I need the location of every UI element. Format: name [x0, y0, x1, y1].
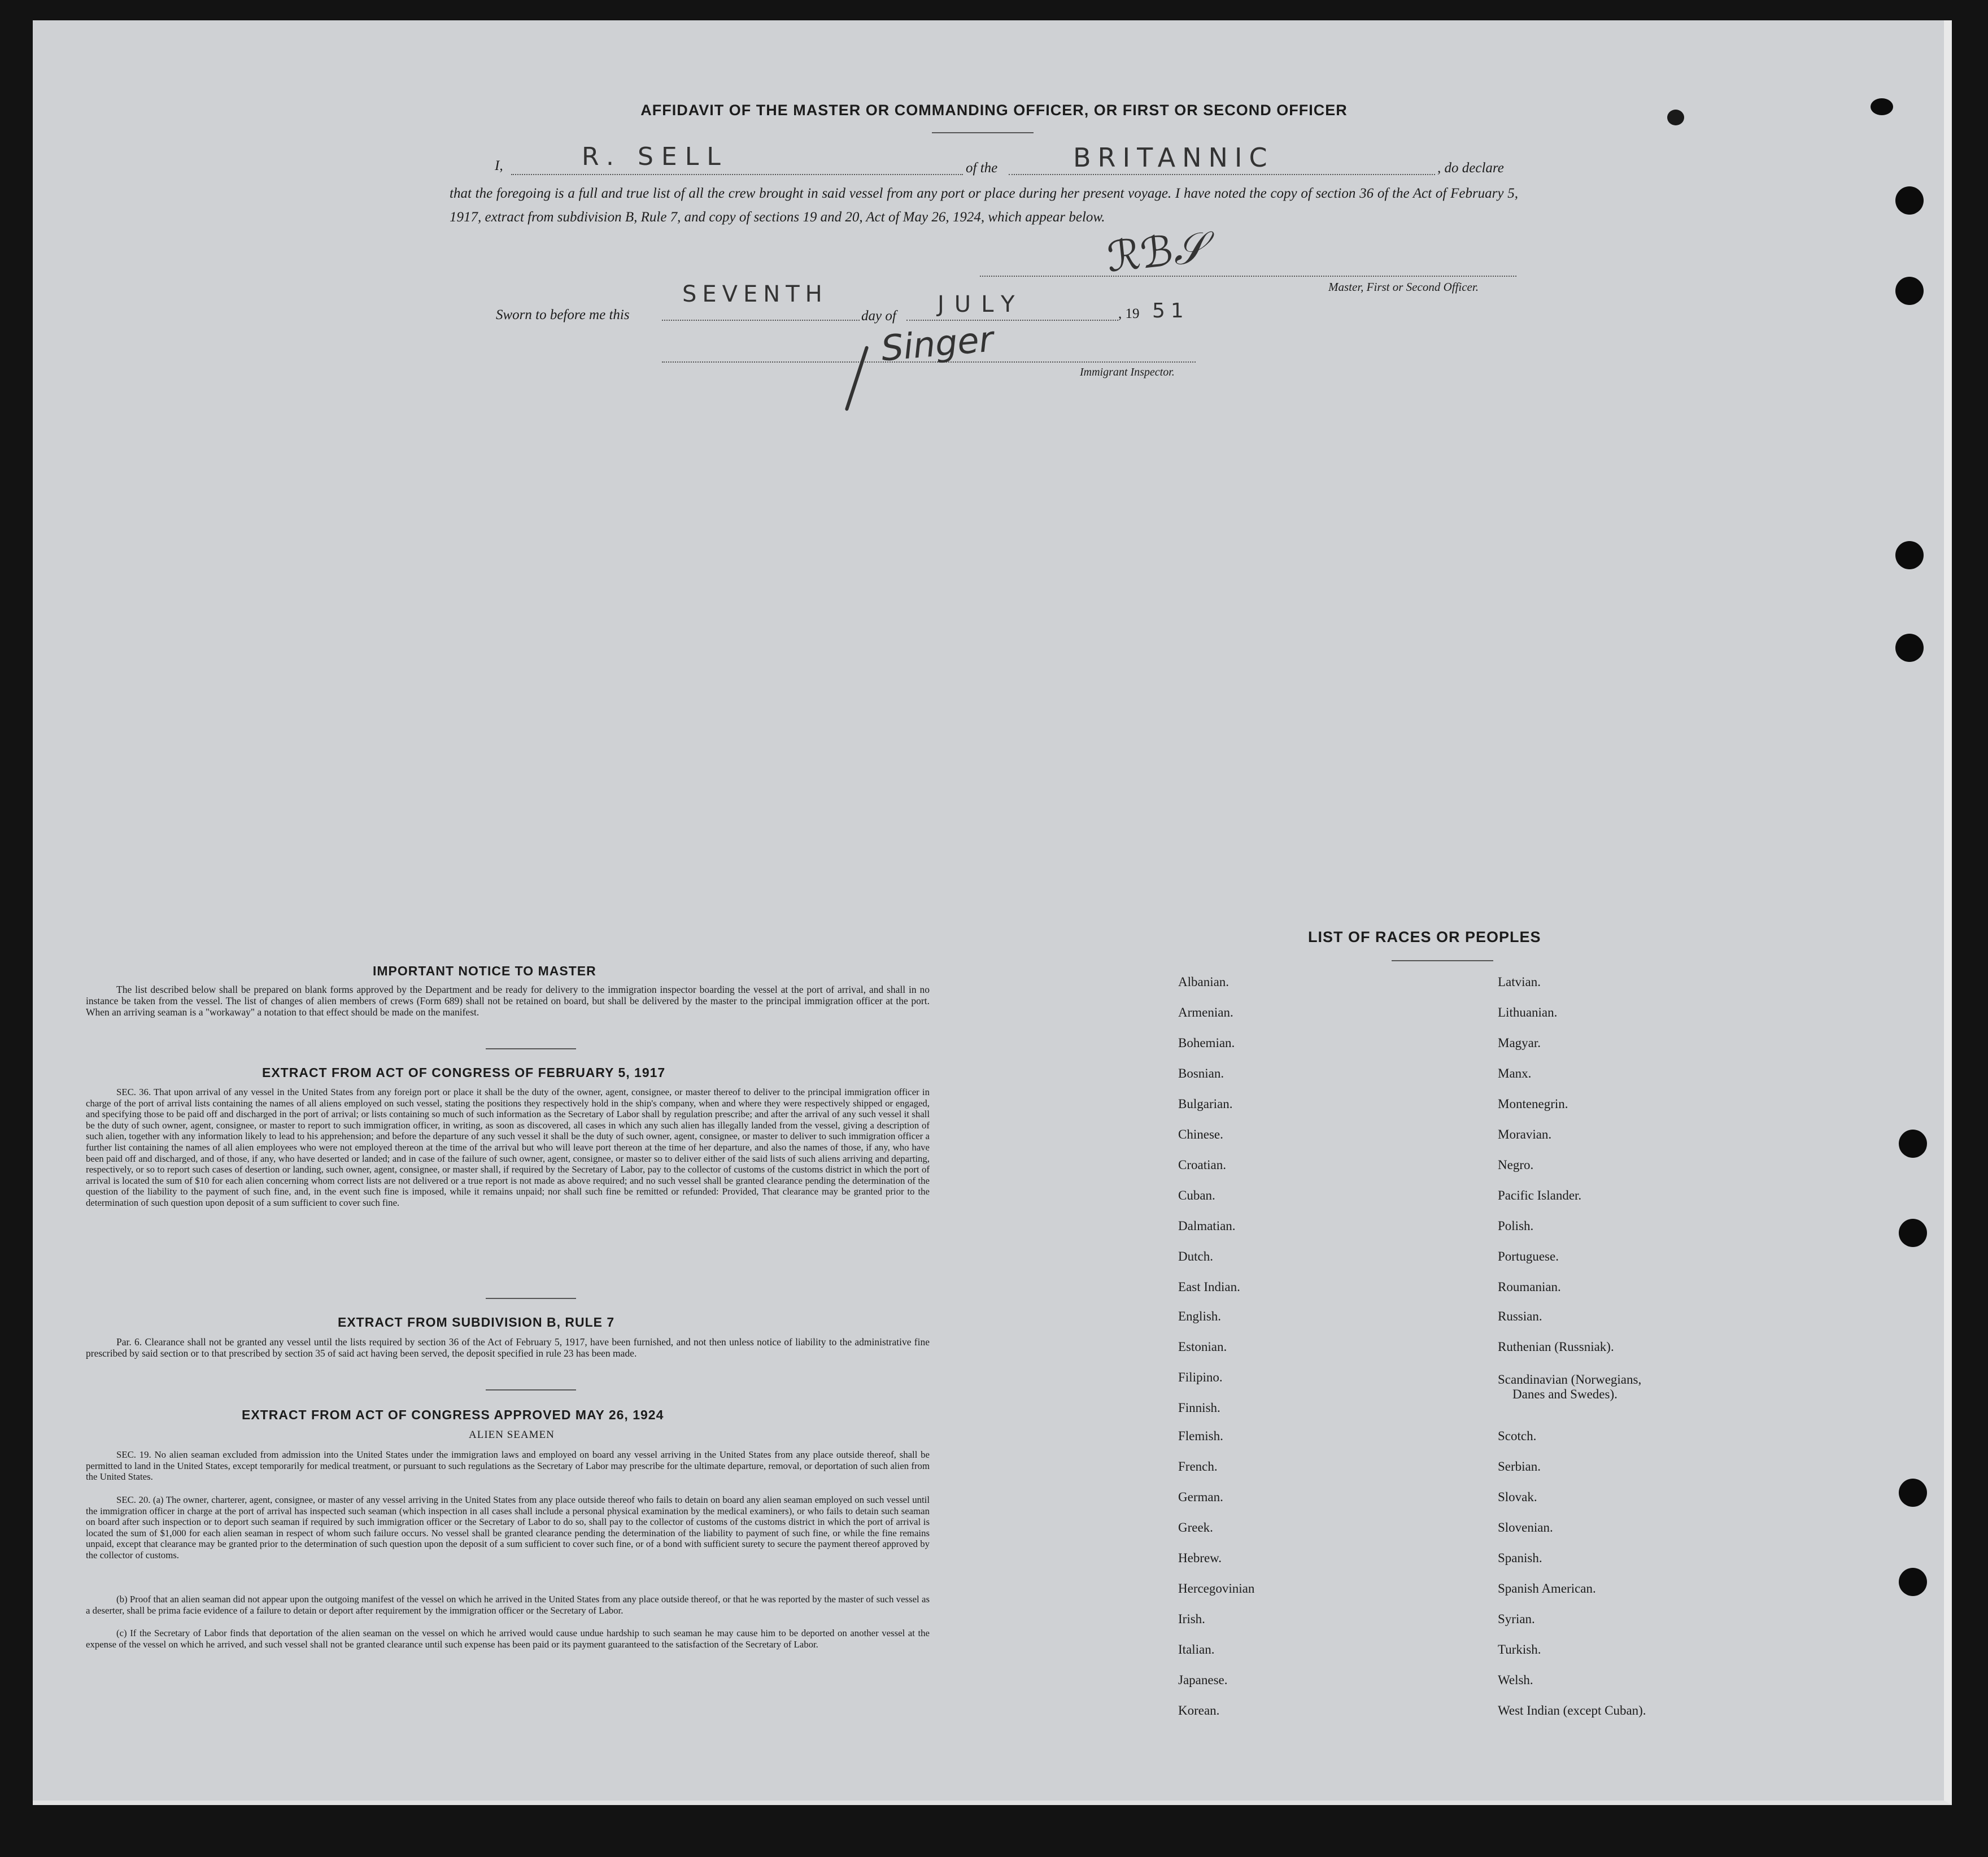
race-item: Roumanian. [1498, 1280, 1561, 1294]
sec20c-text: (c) If the Secretary of Labor finds that deportation of the alien seaman on the vessel on which he arrived would cause undue hardship to such seaman he may cause him to be deported on another vessel at the expense of the vessel on which he arrived, and such vessel shall not be granted clearance until such expense has been paid or its payment guaranteed to the satisfaction of the Secretary of Labor. [86, 1628, 930, 1650]
race-item: Moravian. [1498, 1127, 1552, 1141]
punch-hole [1895, 277, 1924, 305]
race-item: French. [1178, 1459, 1218, 1474]
notice-text: The list described below shall be prepared on blank forms approved by the Department and be ready for delivery to the immigration inspector boarding the vessel at the port of arrival, and shall in no instance be taken from the vessel. The list of changes of alien members of crews (Form 689) shall not be retained on board, but shall be delivered by the master to the principal immigration officer at the port. When an arriving seaman is a "workaway" a notation to that effect should be made on the manifest. [86, 984, 930, 1018]
race-item: English. [1178, 1309, 1222, 1323]
race-item: Bohemian. [1178, 1036, 1235, 1050]
race-item: Portuguese. [1498, 1249, 1559, 1263]
race-item: Hercegovinian [1178, 1581, 1255, 1596]
alien-seamen-subtitle: ALIEN SEAMEN [469, 1429, 555, 1441]
race-item: Negro. [1498, 1158, 1534, 1172]
rule7-title: EXTRACT FROM SUBDIVISION B, RULE 7 [338, 1315, 615, 1329]
race-item: Serbian. [1498, 1459, 1541, 1474]
race-item: Polish. [1498, 1219, 1534, 1233]
race-item: Syrian. [1498, 1612, 1535, 1626]
of-the-label: of the [966, 160, 998, 176]
race-item: Latvian. [1498, 975, 1541, 989]
vessel-line [1009, 174, 1435, 175]
punch-hole [1895, 541, 1924, 569]
sec20a-text: SEC. 20. (a) The owner, charterer, agent, consignee, or master of any vessel arriving in the United States from any place outside thereof who fails to detain on board any alien seaman employed on such vessel until the immigration officer in charge at the port of arrival has inspected such seaman (which inspection in all cases shall include a personal physical examination by the medical examiners), or who fails to detain such seaman on board after such inspection or to deport such seaman if required by such immigration officer or the Secretary of Labor to do so, shall pay to the collector of customs of the customs district in which the port of arrival is located the sum of $1,000 for each alien seaman in respect of whom such failure occurs. No vessel shall be granted clearance pending the determination of the liability to payment of such fine, or while the fine remains unpaid, except that clearance may be granted prior to the determination of such question upon the deposit of a sum sufficient to cover such fine, or of a bond with sufficient surety to secure the payment thereof approved by the collector of customs. [86, 1494, 930, 1560]
race-item: Ruthenian (Russniak). [1498, 1340, 1614, 1354]
inspector-caption: Immigrant Inspector. [1080, 366, 1175, 378]
punch-hole [1899, 1568, 1927, 1596]
day-of-label: day of [861, 308, 896, 324]
affidavit-body: that the foregoing is a full and true list of all the crew brought in said vessel from any port or place during her present voyage. I have noted the copy of section 36 of the Act of February 5, 1917, extract from subdivision B, Rule 7, and copy of sections 19 and 20, Act of May 26, 1924, which appear below. [450, 186, 1518, 225]
race-item: Dutch. [1178, 1249, 1213, 1263]
race-item: Hebrew. [1178, 1551, 1222, 1565]
race-item: Cuban. [1178, 1188, 1215, 1202]
race-item: Montenegrin. [1498, 1097, 1568, 1111]
race-item: Croatian. [1178, 1158, 1226, 1172]
master-signature: ℛℬ𝒮 [1104, 223, 1208, 282]
affidavit-title: AFFIDAVIT OF THE MASTER OR COMMANDING OFFICER, OR FIRST OR SECOND OFFICER [640, 102, 1348, 119]
master-caption: Master, First or Second Officer. [1328, 280, 1479, 294]
affidavit-i: I, [495, 158, 503, 173]
divider [486, 1048, 576, 1049]
divider [486, 1389, 576, 1390]
day-value: SEVENTH [682, 281, 828, 307]
inspector-signature: Singer [879, 318, 995, 369]
punch-hole [1899, 1479, 1927, 1507]
race-item: Welsh. [1498, 1673, 1533, 1687]
race-item: Filipino. [1178, 1370, 1223, 1384]
vessel-name: BRITANNIC [1073, 142, 1274, 173]
punch-hole [1895, 186, 1924, 215]
rule7-text: Par. 6. Clearance shall not be granted any vessel until the lists required by section 36 of the Act of February 5, 1917, have been furnished, and not then unless notice of liability to the administrative fine prescribed by said section or to that prescribed by section 35 of said act having been served, the deposit specified in rule 23 has been made. [86, 1336, 930, 1359]
sec20b-text: (b) Proof that an alien seaman did not appear upon the outgoing manifest of the vessel on which he arrived in the United States from any place outside thereof, or that he was reported by the master of such vessel as a deserter, shall be prima facie evidence of a failure to detain or deport after requirement by the immigration officer or the Secretary of Labor. [86, 1594, 930, 1616]
year-value: 51 [1152, 299, 1189, 322]
race-item: Italian. [1178, 1642, 1215, 1657]
extract-1917-text: SEC. 36. That upon arrival of any vessel in the United States from any foreign port or place it shall be the duty of the owner, agent, consignee, or master thereof to deliver to the principal immigration officer in charge of the port of arrival lists containing the names of all aliens employed on such vessel, stating the positions they respectively hold in the ship's company, when and where they were respectively shipped or engaged, and specifying those to be paid off and discharged in the port of arrival; or lists containing so much of such information as the Secretary of Labor shall by regulation prescribe; and after the arrival of any such vessel it shall be the duty of such owner, agent, consignee, or master to report to such immigration officer, in writing, as soon as discovered, all cases in which any such alien has illegally landed from the vessel, giving a description of such alien, together with any information likely to lead to his apprehension; and before the departure of any such vessel it shall be the duty of such owner, agent, consignee, or master to deliver to such immigration officer a further list containing the names of all alien employees who were not employed thereon at the time of the arrival but who will leave port thereon at the time of her departure, and also the names of those, if any, who have been paid off and discharged, and of those, if any, who have deserted or landed; and in case of the failure of such owner, agent, consignee, or master so to deliver either of the said lists of such aliens arriving and departing, respectively, or so to report such cases of desertion or landing, such owner, agent, consignee, or master shall, if required by the Secretary of Labor, pay to the collector of customs of the customs district in which the port of arrival is located the sum of $10 for each alien concerning whom correct lists are not delivered or a true report is not made as above required; and no such vessel shall be granted clearance pending the determination of the question of the liability to the payment of such fine, and, in the event such fine is imposed, while it remains unpaid; nor shall such fine be remitted or refunded: Provided, That clearance may be granted prior to the determination of such question upon deposit of a sum sufficient to cover such fine. [86, 1087, 930, 1208]
race-item: West Indian (except Cuban). [1498, 1703, 1646, 1717]
race-item: Chinese. [1178, 1127, 1223, 1141]
race-item: Flemish. [1178, 1429, 1223, 1443]
race-item: Albanian. [1178, 975, 1230, 989]
extract-1917-title: EXTRACT FROM ACT OF CONGRESS OF FEBRUARY 5, 1917 [262, 1065, 666, 1080]
race-item: Bosnian. [1178, 1066, 1224, 1080]
notice-title: IMPORTANT NOTICE TO MASTER [373, 964, 596, 978]
race-item: Pacific Islander. [1498, 1188, 1582, 1202]
race-item: Slovenian. [1498, 1520, 1553, 1535]
divider [932, 132, 1034, 133]
race-item: Irish. [1178, 1612, 1205, 1626]
race-item: Scandinavian (Norwegians, [1498, 1372, 1642, 1387]
race-item: Slovak. [1498, 1490, 1537, 1504]
race-item: Danes and Swedes). [1512, 1387, 1618, 1401]
race-item: Korean. [1178, 1703, 1220, 1717]
race-item: German. [1178, 1490, 1223, 1504]
divider [486, 1298, 576, 1299]
sworn-prefix: Sworn to before me this [496, 307, 630, 322]
races-title: LIST OF RACES OR PEOPLES [1308, 928, 1541, 945]
race-item: Spanish American. [1498, 1581, 1596, 1596]
race-item: Japanese. [1178, 1673, 1228, 1687]
race-item: Greek. [1178, 1520, 1213, 1535]
punch-hole [1899, 1130, 1927, 1158]
race-item: Spanish. [1498, 1551, 1542, 1565]
race-item: Dalmatian. [1178, 1219, 1236, 1233]
race-item: Manx. [1498, 1066, 1532, 1080]
race-item: Turkish. [1498, 1642, 1541, 1657]
sec19-text: SEC. 19. No alien seaman excluded from admission into the United States under the immigration laws and employed on board any vessel arriving in the United States from any place outside thereof, shall be permitted to land in the United States, except temporarily for medical treatment, or pursuant to such regulations as the Secretary of Labor may prescribe for the ultimate departure, removal, or deportation of such alien from the United States. [86, 1449, 930, 1483]
year-prefix: , 19 [1118, 306, 1140, 321]
extract-1924-title: EXTRACT FROM ACT OF CONGRESS APPROVED MAY 26, 1924 [242, 1407, 664, 1422]
punch-hole [1899, 1219, 1927, 1247]
master-name: R. SELL [582, 142, 729, 171]
race-item: Estonian. [1178, 1340, 1227, 1354]
divider [1392, 960, 1493, 961]
race-item: East Indian. [1178, 1280, 1240, 1294]
race-item: Scotch. [1498, 1429, 1537, 1443]
race-item: Magyar. [1498, 1036, 1541, 1050]
punch-hole [1895, 634, 1924, 662]
race-item: Russian. [1498, 1309, 1542, 1323]
race-item: Bulgarian. [1178, 1097, 1233, 1111]
day-line [662, 320, 860, 321]
race-item: Finnish. [1178, 1401, 1220, 1415]
race-item: Armenian. [1178, 1005, 1233, 1019]
month-value: JULY [938, 291, 1025, 317]
race-item: Lithuanian. [1498, 1005, 1558, 1019]
master-name-line [511, 174, 963, 175]
do-declare-label: , do declare [1437, 160, 1504, 176]
master-signature-line [980, 276, 1516, 277]
month-line [906, 320, 1118, 321]
